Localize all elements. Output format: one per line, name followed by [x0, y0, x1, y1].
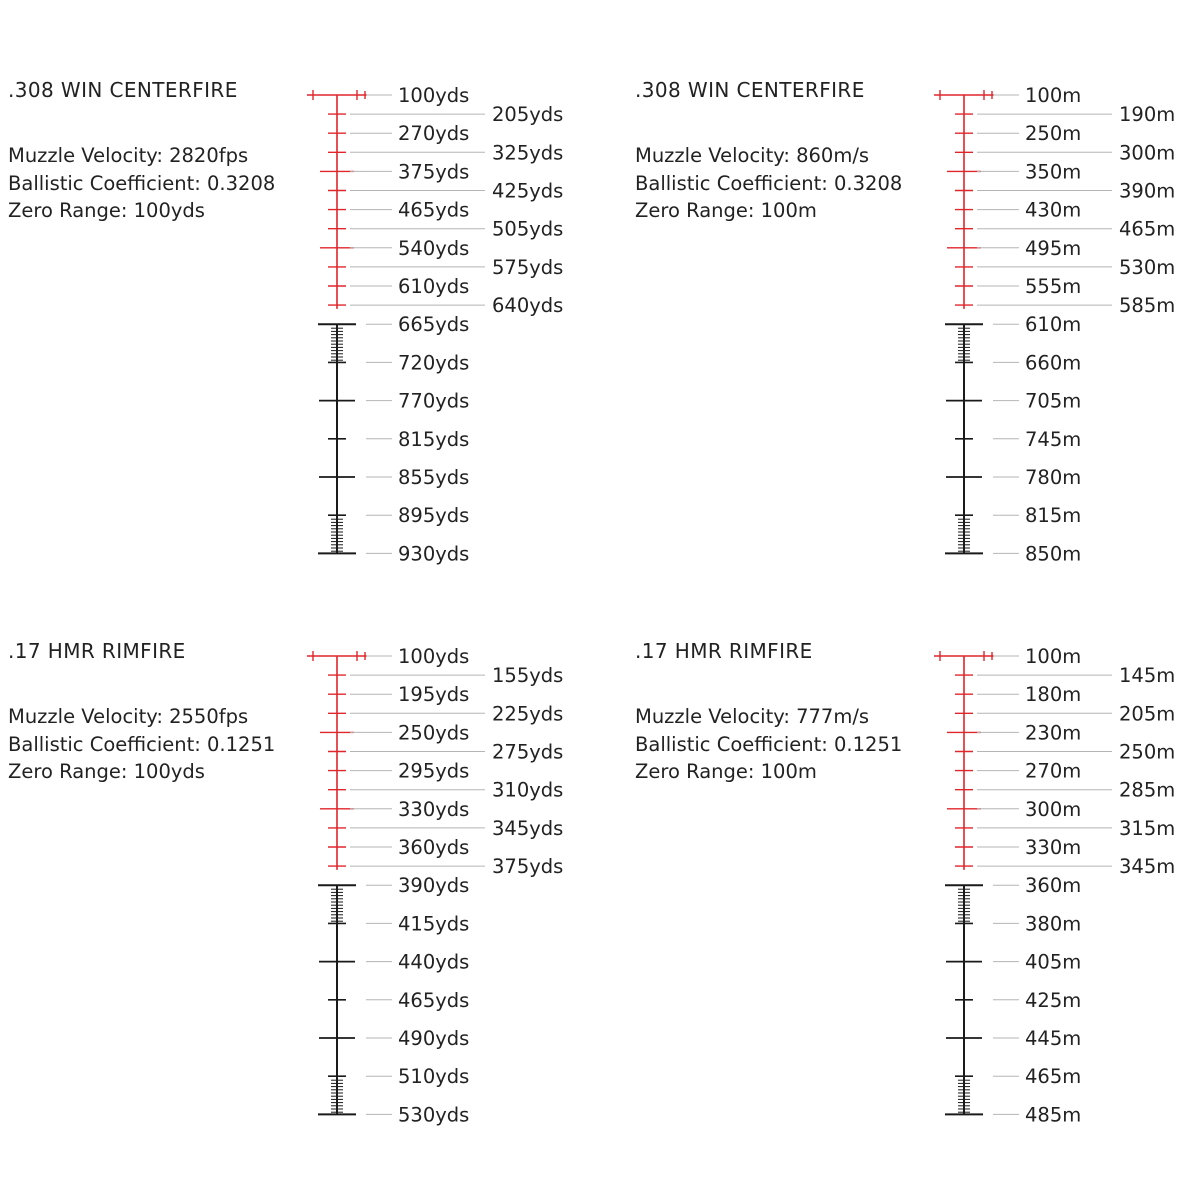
range-label: 465m — [1119, 217, 1176, 241]
ballistic-coefficient: Ballistic Coefficient: 0.1251 — [8, 732, 276, 756]
cartridge-title: .308 WIN CENTERFIRE — [8, 78, 238, 102]
range-label: 100m — [1025, 84, 1082, 107]
range-label: 375yds — [398, 160, 470, 184]
range-label: 415yds — [398, 912, 470, 936]
reticle-panel-17hmr-meters — [627, 561, 1200, 1141]
range-label: 495m — [1025, 236, 1082, 260]
cartridge-title: .17 HMR RIMFIRE — [635, 639, 813, 663]
range-label: 100yds — [398, 645, 470, 668]
range-label: 465yds — [398, 988, 470, 1012]
range-label: 850m — [1025, 542, 1082, 566]
range-label: 295yds — [398, 759, 470, 783]
range-label: 250yds — [398, 721, 470, 745]
range-label: 375yds — [492, 855, 564, 879]
muzzle-velocity: Muzzle Velocity: 860m/s — [635, 144, 870, 167]
range-label: 100m — [1025, 645, 1082, 668]
range-label: 360yds — [398, 836, 470, 859]
zero-range: Zero Range: 100yds — [8, 199, 205, 222]
range-label: 300m — [1119, 141, 1176, 165]
reticle-group — [307, 84, 563, 565]
range-label: 815m — [1025, 504, 1082, 528]
muzzle-velocity: Muzzle Velocity: 777m/s — [635, 705, 870, 728]
range-label: 815yds — [398, 427, 470, 451]
reticle-diagram — [627, 0, 1200, 580]
range-label: 100yds — [398, 84, 470, 107]
range-label: 530yds — [398, 1103, 470, 1127]
range-label: 225yds — [492, 702, 564, 726]
muzzle-velocity: Muzzle Velocity: 2820fps — [8, 144, 249, 167]
reticle-panel-308-meters — [627, 0, 1200, 580]
range-label: 425yds — [492, 179, 564, 203]
range-label: 285m — [1119, 778, 1176, 802]
range-label: 445m — [1025, 1027, 1082, 1050]
range-label: 360m — [1025, 874, 1082, 898]
range-label: 250m — [1119, 740, 1176, 764]
range-label: 640yds — [492, 294, 564, 318]
reticle-diagram — [627, 561, 1200, 1141]
range-label: 205yds — [492, 103, 564, 127]
cartridge-title: .17 HMR RIMFIRE — [8, 639, 186, 663]
range-label: 190m — [1119, 103, 1176, 127]
range-label: 440yds — [398, 950, 470, 974]
range-label: 310yds — [492, 778, 564, 802]
ballistic-coefficient: Ballistic Coefficient: 0.3208 — [635, 171, 903, 195]
range-label: 585m — [1119, 294, 1176, 318]
range-label: 315m — [1119, 816, 1176, 840]
reticle-group — [934, 84, 1175, 565]
range-label: 430m — [1025, 198, 1082, 222]
range-label: 195yds — [398, 683, 470, 707]
range-label: 325yds — [492, 141, 564, 165]
range-label: 610yds — [398, 275, 470, 298]
range-label: 390yds — [398, 874, 470, 898]
range-label: 465yds — [398, 198, 470, 222]
reticle-diagram — [0, 0, 600, 580]
range-label: 345yds — [492, 816, 564, 840]
range-label: 155yds — [492, 664, 564, 688]
range-label: 145m — [1119, 664, 1176, 688]
range-label: 855yds — [398, 466, 470, 489]
range-label: 405m — [1025, 950, 1082, 974]
range-label: 575yds — [492, 255, 564, 279]
muzzle-velocity: Muzzle Velocity: 2550fps — [8, 705, 249, 728]
range-label: 540yds — [398, 236, 470, 260]
range-label: 425m — [1025, 988, 1082, 1012]
range-label: 745m — [1025, 427, 1082, 451]
zero-range: Zero Range: 100m — [635, 199, 817, 222]
range-label: 665yds — [398, 313, 470, 337]
range-label: 230m — [1025, 721, 1082, 745]
range-label: 490yds — [398, 1027, 470, 1050]
range-label: 250m — [1025, 122, 1082, 146]
reticle-group — [934, 645, 1175, 1126]
range-label: 720yds — [398, 351, 470, 375]
range-label: 380m — [1025, 912, 1082, 936]
range-label: 895yds — [398, 504, 470, 528]
range-label: 930yds — [398, 542, 470, 566]
range-label: 530m — [1119, 255, 1176, 279]
range-label: 180m — [1025, 683, 1082, 707]
range-label: 660m — [1025, 351, 1082, 375]
range-label: 330m — [1025, 836, 1082, 859]
range-label: 555m — [1025, 275, 1082, 298]
range-label: 510yds — [398, 1065, 470, 1089]
range-label: 270m — [1025, 759, 1082, 783]
range-label: 505yds — [492, 217, 564, 241]
reticle-group — [307, 645, 563, 1126]
range-label: 770yds — [398, 389, 470, 413]
ballistic-coefficient: Ballistic Coefficient: 0.3208 — [8, 171, 276, 195]
range-label: 465m — [1025, 1065, 1082, 1089]
range-label: 330yds — [398, 797, 470, 821]
range-label: 610m — [1025, 313, 1082, 337]
zero-range: Zero Range: 100yds — [8, 760, 205, 783]
reticle-panel-17hmr-yards — [0, 561, 600, 1141]
range-label: 300m — [1025, 797, 1082, 821]
range-label: 275yds — [492, 740, 564, 764]
range-label: 705m — [1025, 389, 1082, 413]
reticle-panel-308-yards — [0, 0, 600, 580]
ballistic-coefficient: Ballistic Coefficient: 0.1251 — [635, 732, 903, 756]
range-label: 270yds — [398, 122, 470, 146]
zero-range: Zero Range: 100m — [635, 760, 817, 783]
reticle-diagram — [0, 561, 600, 1141]
range-label: 205m — [1119, 702, 1176, 726]
range-label: 350m — [1025, 160, 1082, 184]
cartridge-title: .308 WIN CENTERFIRE — [635, 78, 865, 102]
range-label: 780m — [1025, 466, 1082, 489]
range-label: 485m — [1025, 1103, 1082, 1127]
range-label: 390m — [1119, 179, 1176, 203]
range-label: 345m — [1119, 855, 1176, 879]
